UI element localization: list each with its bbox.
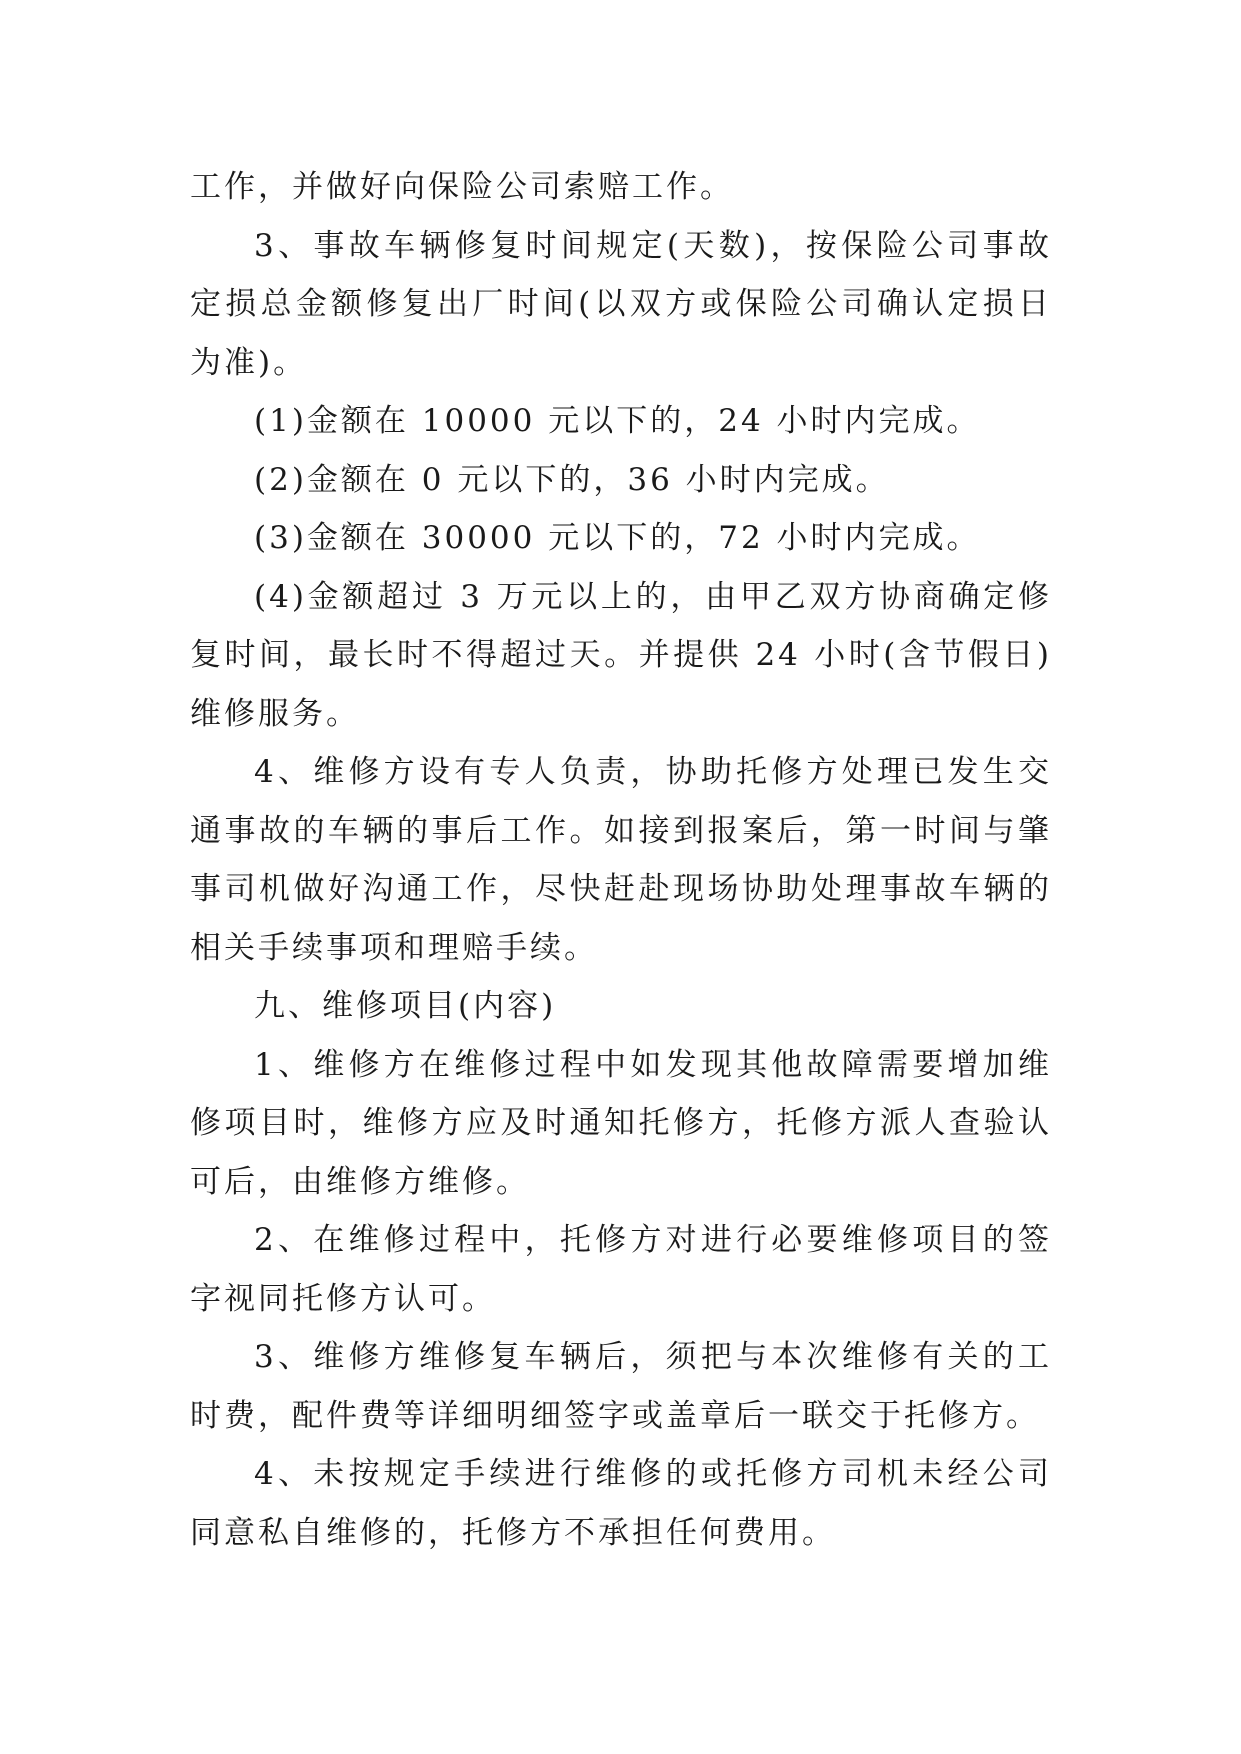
paragraph-amount-tier-1: (1)金额在 10000 元以下的，24 小时内完成。: [254, 403, 981, 439]
paragraph-amount-tier-3: (3)金额在 30000 元以下的，72 小时内完成。: [254, 520, 981, 556]
paragraph-repair-time-rule: 3、事故车辆修复时间规定(天数)，按保险公司事故定损总金额修复出厂时间(以双方或保险公司确认定损日为准)。: [190, 227, 1052, 381]
paragraph-signature-approval: 2、在维修过程中，托修方对进行必要维修项目的签字视同托修方认可。: [190, 1222, 1052, 1317]
document-page: [190, 158, 1052, 1562]
paragraph-cost-details: 3、维修方维修复车辆后，须把与本次维修有关的工时费，配件费等详细明细签字或盖章后一联交于托修方。: [190, 1339, 1052, 1434]
paragraph-continuation: 工作，并做好向保险公司索赔工作。: [190, 169, 734, 205]
paragraph-amount-tier-2: (2)金额在 0 元以下的，36 小时内完成。: [254, 461, 890, 498]
section-heading-repair-items: 九、维修项目(内容): [254, 988, 557, 1024]
paragraph-amount-tier-4: (4)金额超过 3 万元以上的，由甲乙双方协商确定修复时间，最长时不得超过天。并提供 24 小时(含节假日)维修服务。: [190, 578, 1052, 732]
paragraph-accident-handling: 4、维修方设有专人负责，协助托修方处理已发生交通事故的车辆的事后工作。如接到报案后，第一时间与肇事司机做好沟通工作，尽快赶赴现场协助处理事故车辆的相关手续事项和理赔手续。: [190, 754, 1052, 966]
paragraph-additional-repairs: 1、维修方在维修过程中如发现其他故障需要增加维修项目时，维修方应及时通知托修方，托修方派人查验认可后，由维修方维修。: [190, 1046, 1052, 1200]
paragraph-unauthorized-repairs: 4、未按规定手续进行维修的或托修方司机未经公司同意私自维修的，托修方不承担任何费用。: [190, 1456, 1052, 1551]
